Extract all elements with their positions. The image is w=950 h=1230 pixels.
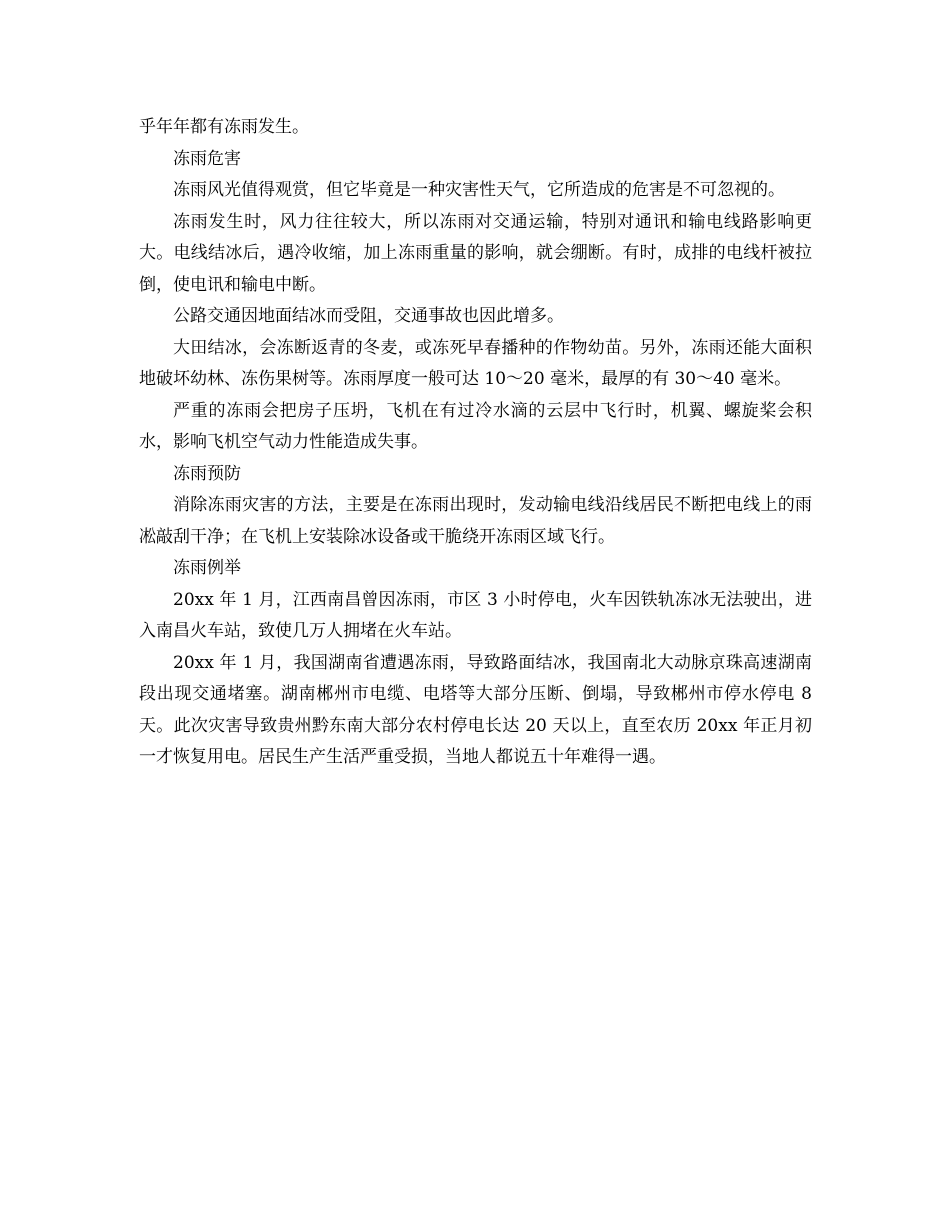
paragraph-continuation: 乎年年都有冻雨发生。 xyxy=(139,117,309,137)
document-body xyxy=(139,112,812,774)
paragraph: 公路交通因地面结冰而受阻，交通事故也因此增多。 xyxy=(173,306,564,326)
section-heading-examples: 冻雨例举 xyxy=(173,558,241,578)
paragraph: 冻雨风光值得观赏，但它毕竟是一种灾害性天气，它所造成的危害是不可忽视的。 xyxy=(173,180,785,200)
paragraph: 20xx 年 1 月，江西南昌曾因冻雨，市区 3 小时停电，火车因铁轨冻冰无法驶出，进入南昌火车站，致使几万人拥堵在火车站。 xyxy=(139,589,812,641)
paragraph: 大田结冰，会冻断返青的冬麦，或冻死早春播种的作物幼苗。另外，冻雨还能大面积地破坏幼林、冻伤果树等。冻雨厚度一般可达 10～20 毫米，最厚的有 30～40 毫米。 xyxy=(139,337,812,389)
section-heading-hazards: 冻雨危害 xyxy=(173,148,241,169)
paragraph: 严重的冻雨会把房子压坍，飞机在有过冷水滴的云层中飞行时，机翼、螺旋桨会积水，影响飞机空气动力性能造成失事。 xyxy=(139,400,812,452)
section-heading-prevention: 冻雨预防 xyxy=(173,463,241,484)
paragraph: 20xx 年 1 月，我国湖南省遭遇冻雨，导致路面结冰，我国南北大动脉京珠高速湖南段出现交通堵塞。湖南郴州市电缆、电塔等大部分压断、倒塌，导致郴州市停水停电 8 天。此次灾害导致贵州黔东南大部分农村停电长达 20 天以上，直至农历 20xx 年正月初一才恢复用电。居民生产生活严重受损，当地人都说五十年难得一遇。 xyxy=(139,652,812,767)
paragraph: 冻雨发生时，风力往往较大，所以冻雨对交通运输，特别对通讯和输电线路影响更大。电线结冰后，遇冷收缩，加上冻雨重量的影响，就会绷断。有时，成排的电线杆被拉倒，使电讯和输电中断。 xyxy=(139,211,812,295)
paragraph: 消除冻雨灾害的方法，主要是在冻雨出现时，发动输电线沿线居民不断把电线上的雨凇敲刮干净；在飞机上安装除冰设备或干脆绕开冻雨区域飞行。 xyxy=(139,495,812,547)
